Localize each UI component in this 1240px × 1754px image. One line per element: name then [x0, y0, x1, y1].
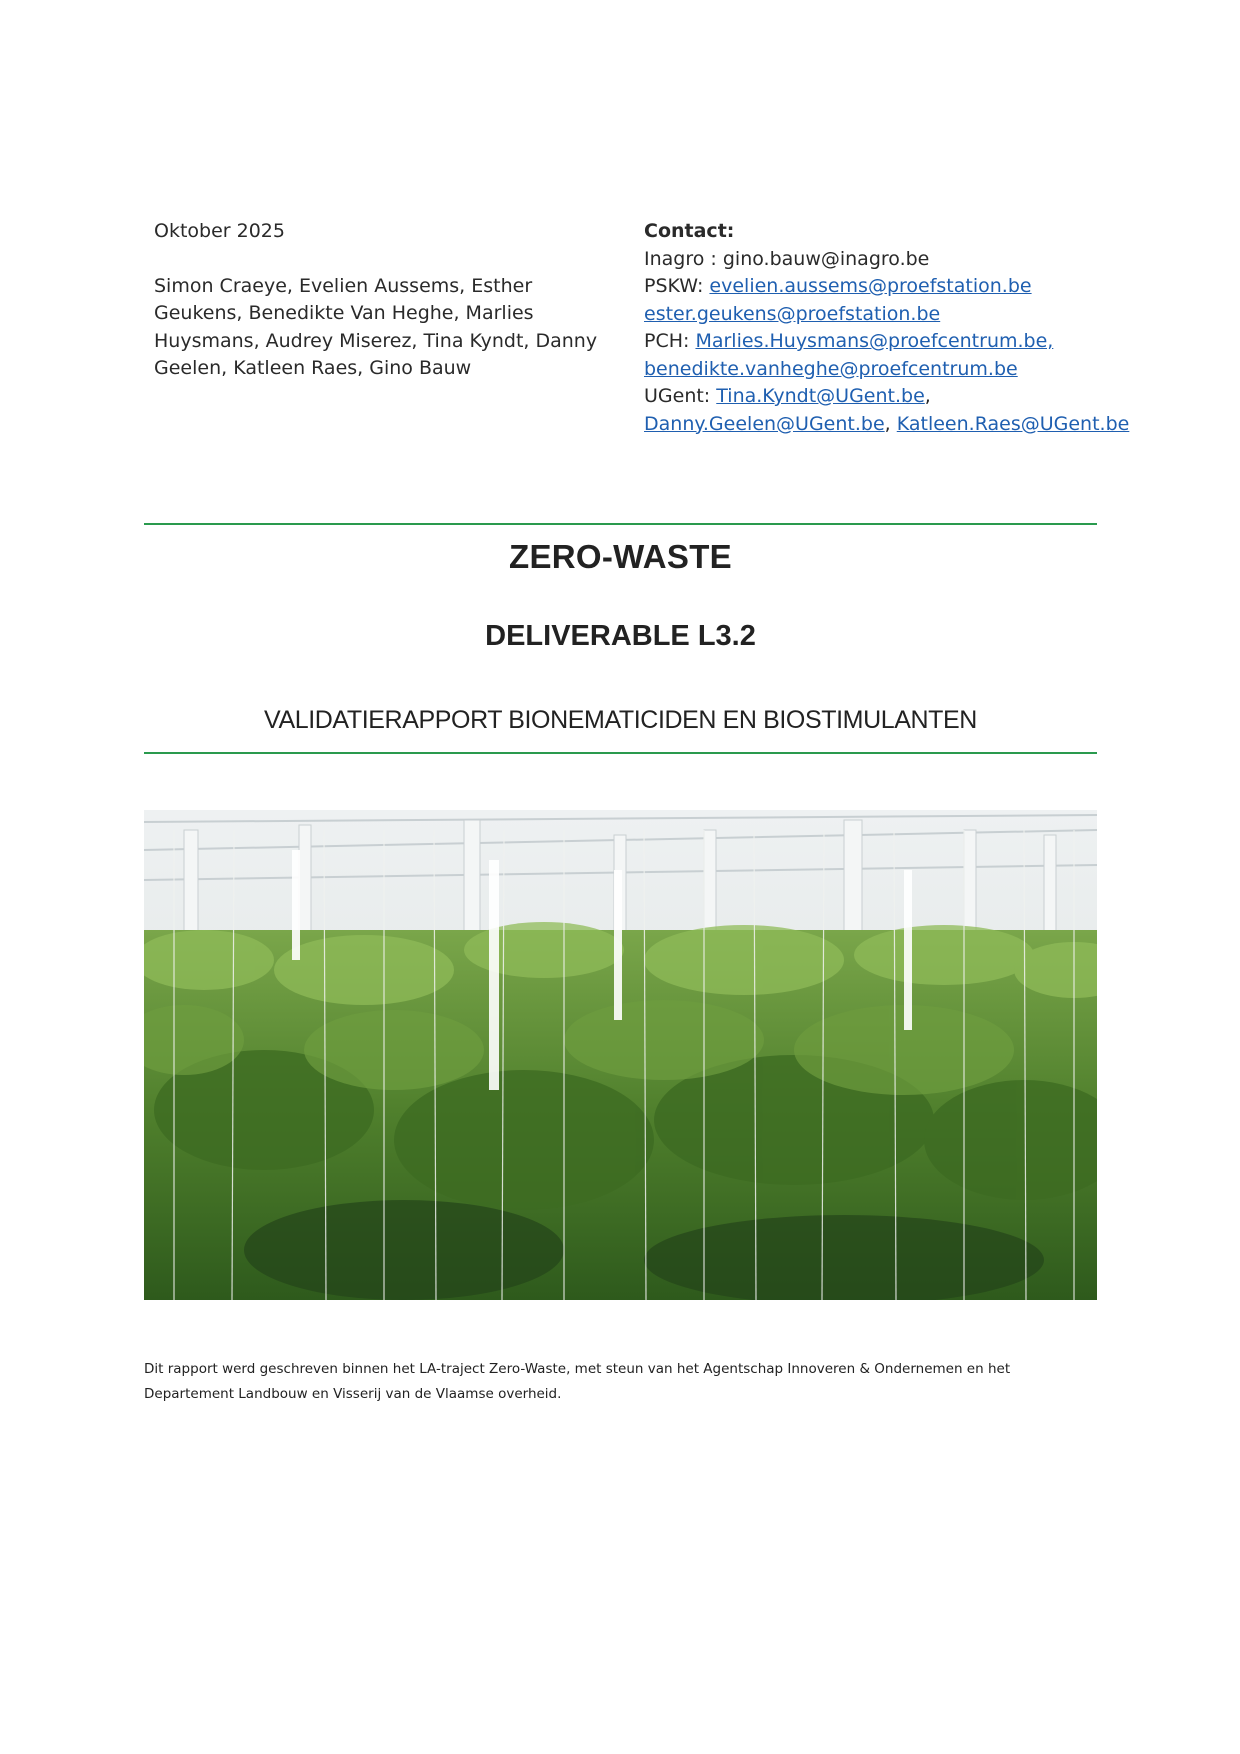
- funding-note: Dit rapport werd geschreven binnen het LA-traject Zero-Waste, met steun van het Agentschap Innoveren & Ondernemen en het Departement Landbouw en Visserij van de Vlaamse overheid.: [144, 1361, 1011, 1402]
- greenhouse-tomato-plants-image: [144, 810, 1097, 1300]
- contact-pch: [644, 328, 1124, 356]
- pch-email-link-2[interactable]: benedikte.vanheghe@proefcentrum.be: [644, 357, 1018, 380]
- contact-inagro: [644, 246, 1124, 274]
- ugent-separator-2: ,: [884, 412, 897, 435]
- contact-pskw-2: [644, 301, 1124, 329]
- contact-block: [644, 218, 1130, 438]
- ugent-separator-1: ,: [924, 385, 931, 407]
- pch-email-link-1[interactable]: Marlies.Huysmans@proefcentrum.be,: [695, 330, 1054, 352]
- ugent-label: UGent:: [644, 385, 717, 407]
- author-list: Simon Craeye, Evelien Aussems, Esther Geukens, Benedikte Van Heghe, Marlies Huysmans, Audrey Miserez, Tina Kyndt, Danny Geelen, Katleen Raes, Gino Bauw: [154, 274, 598, 379]
- ugent-email-link-2[interactable]: Danny.Geelen@UGent.be: [644, 412, 885, 435]
- pskw-label: PSKW:: [644, 275, 710, 297]
- ugent-email-link-1[interactable]: Tina.Kyndt@UGent.be: [716, 385, 925, 407]
- ugent-email-link-3[interactable]: Katleen.Raes@UGent.be: [896, 412, 1130, 435]
- inagro-label: Inagro :: [644, 247, 723, 270]
- title-rule-top: [144, 523, 1097, 525]
- document-subtitle: VALIDATIERAPPORT BIONEMATICIDEN EN BIOSTIMULANTEN: [264, 706, 977, 734]
- pskw-email-link-1[interactable]: evelien.aussems@proefstation.be: [709, 275, 1032, 297]
- contact-pskw: [644, 273, 1124, 301]
- contact-ugent-2: [644, 411, 1130, 439]
- deliverable-title: DELIVERABLE L3.2: [485, 620, 756, 652]
- report-meta: [154, 218, 624, 383]
- title-rule-bottom: [144, 752, 1097, 754]
- pch-label: PCH:: [644, 330, 696, 352]
- contact-heading: Contact:: [644, 220, 735, 242]
- greenhouse-photo: [144, 810, 1097, 1300]
- document-title: ZERO-WASTE: [509, 538, 732, 575]
- inagro-email: gino.bauw@inagro.be: [722, 247, 930, 270]
- report-date: Oktober 2025: [154, 220, 285, 242]
- contact-ugent: [644, 383, 1124, 411]
- contact-pch-2: [644, 356, 1124, 384]
- pskw-email-link-2[interactable]: ester.geukens@proefstation.be: [644, 302, 941, 325]
